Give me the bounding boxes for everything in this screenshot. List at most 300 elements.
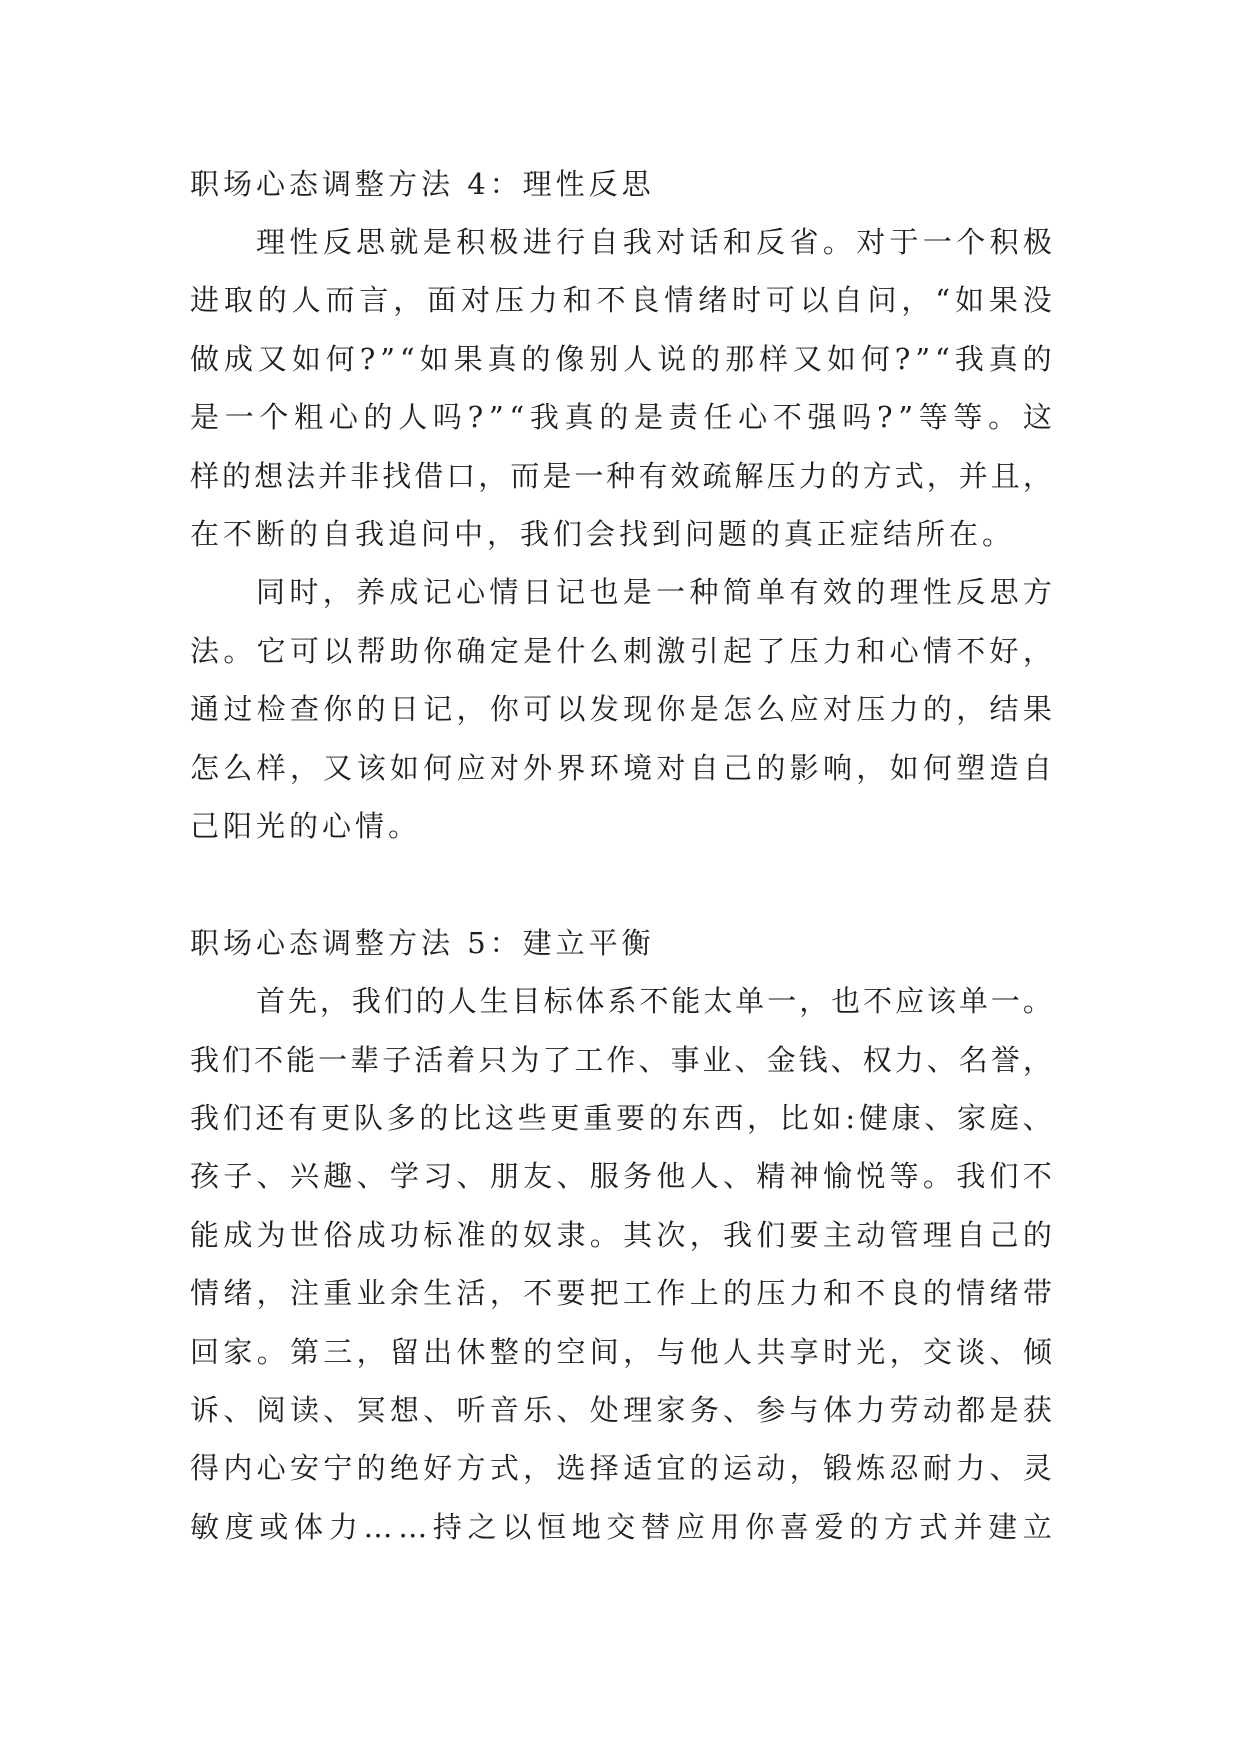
glyph: 和: [722, 225, 752, 260]
glyph: 。: [223, 633, 253, 668]
glyph: 地: [571, 1509, 601, 1544]
glyph: 愉: [822, 1159, 852, 1194]
glyph: 种: [689, 575, 719, 610]
glyph: ，: [926, 458, 956, 493]
glyph: 誉: [990, 1042, 1020, 1077]
glyph: 吗: [432, 400, 462, 435]
glyph: “: [935, 341, 950, 376]
glyph: 习: [423, 1159, 453, 1194]
glyph: 康: [891, 1100, 921, 1135]
glyph: 对: [656, 225, 686, 260]
glyph: 先: [287, 984, 317, 1019]
glyph: 他: [656, 1159, 686, 1194]
glyph: 式: [894, 458, 924, 493]
glyph: 人: [623, 341, 653, 376]
glyph: 应: [675, 1509, 705, 1544]
glyph: 立: [1022, 1509, 1052, 1544]
glyph: 己: [723, 750, 753, 785]
glyph: 的: [523, 1334, 553, 1369]
glyph: ，: [956, 692, 986, 727]
glyph: 和: [856, 633, 886, 668]
glyph: 的: [922, 692, 952, 727]
glyph: 的: [356, 692, 386, 727]
glyph: 人: [723, 1334, 753, 1369]
glyph: 自: [833, 283, 863, 318]
glyph: 真: [564, 400, 594, 435]
glyph: 养: [356, 575, 386, 610]
paragraph-line: [190, 447, 1052, 505]
glyph: 简: [722, 575, 752, 610]
glyph: 选: [556, 1451, 586, 1486]
glyph: 力: [856, 1392, 886, 1427]
glyph: 度: [224, 1509, 254, 1544]
glyph: 定: [489, 633, 519, 668]
glyph: 查: [289, 692, 319, 727]
glyph: 是: [634, 400, 664, 435]
glyph: 极: [1022, 225, 1052, 260]
glyph: 理: [922, 1217, 952, 1252]
glyph: 。: [822, 225, 852, 260]
glyph: 以: [799, 283, 829, 318]
glyph: 的: [689, 1451, 719, 1486]
glyph: 耐: [922, 1451, 952, 1486]
paragraph-line: [190, 1206, 1052, 1264]
glyph: 奴: [523, 1217, 553, 1252]
glyph: 理: [623, 1392, 653, 1427]
glyph: 。: [988, 400, 1018, 435]
document-page: [190, 155, 1052, 1556]
glyph: 重: [323, 1276, 353, 1311]
glyph: 、: [356, 1159, 386, 1194]
glyph: 带: [1022, 1276, 1052, 1311]
glyph: 不: [856, 1276, 886, 1311]
glyph: 通: [190, 692, 220, 727]
glyph: 省: [789, 225, 819, 260]
glyph: 择: [589, 1451, 619, 1486]
glyph: 。: [1022, 984, 1052, 1019]
glyph: 整: [489, 1334, 519, 1369]
glyph: 检: [256, 692, 286, 727]
glyph: 比: [779, 1100, 809, 1135]
glyph: 自: [1022, 750, 1052, 785]
glyph: 力: [798, 458, 828, 493]
glyph: 发: [589, 692, 619, 727]
glyph: 也: [589, 575, 619, 610]
glyph: 听: [456, 1392, 486, 1427]
glyph: 情: [922, 633, 952, 668]
glyph: 家: [223, 1334, 253, 1369]
glyph: 也: [831, 984, 861, 1019]
glyph: 的: [356, 1451, 386, 1486]
glyph: 我: [956, 1159, 986, 1194]
glyph: 应: [456, 750, 486, 785]
glyph: 果: [988, 283, 1018, 318]
glyph: 又: [257, 341, 287, 376]
glyph: 准: [456, 1217, 486, 1252]
glyph: 如: [889, 750, 919, 785]
glyph: 享: [789, 1334, 819, 1369]
glyph: 怎: [190, 750, 220, 785]
glyph: 方: [884, 1509, 914, 1544]
glyph: 辈: [350, 1042, 380, 1077]
glyph: 你: [423, 633, 453, 668]
glyph: 太: [703, 984, 733, 1019]
glyph: 的: [723, 1276, 753, 1311]
glyph: 理: [889, 575, 919, 610]
glyph: 如: [826, 341, 856, 376]
glyph: 忍: [889, 1451, 919, 1486]
glyph: 权: [862, 1042, 892, 1077]
paragraph-line: [190, 330, 1052, 388]
glyph: 交: [922, 1334, 952, 1369]
glyph: 西: [714, 1100, 744, 1135]
glyph: 钱: [798, 1042, 828, 1077]
glyph: 压: [494, 283, 524, 318]
glyph: 、: [734, 1042, 764, 1077]
glyph: 庭: [989, 1100, 1019, 1135]
glyph: 并: [958, 458, 988, 493]
glyph: 帮: [356, 633, 386, 668]
glyph: 俗: [323, 1217, 353, 1252]
glyph: 积: [456, 225, 486, 260]
glyph: 反: [956, 575, 986, 610]
glyph: 系: [607, 984, 637, 1019]
paragraph-line: [190, 272, 1052, 330]
glyph: 的: [222, 458, 252, 493]
glyph: 一: [990, 984, 1020, 1019]
glyph: 反: [756, 225, 786, 260]
glyph: 力: [956, 1451, 986, 1486]
glyph: 、: [1022, 1100, 1052, 1135]
glyph: 工: [623, 1276, 653, 1311]
glyph: 阅: [256, 1392, 286, 1427]
glyph: 效: [822, 575, 852, 610]
glyph: 单: [735, 984, 765, 1019]
glyph: 更: [550, 1100, 580, 1135]
glyph: 进: [190, 283, 220, 318]
glyph: 记: [422, 575, 452, 610]
glyph: 对: [656, 750, 686, 785]
glyph: 的: [415, 984, 445, 1019]
paragraph: [190, 564, 1052, 856]
glyph: 处: [589, 1392, 619, 1427]
glyph: 不: [254, 1042, 284, 1077]
glyph: 而: [510, 458, 540, 493]
glyph: 口: [446, 458, 476, 493]
glyph: 方: [862, 458, 892, 493]
glyph: 要: [615, 1100, 645, 1135]
glyph: 面: [427, 283, 457, 318]
glyph: 生: [423, 1276, 453, 1311]
glyph: 趣: [323, 1159, 353, 1194]
glyph: 的: [756, 750, 786, 785]
glyph: 种: [606, 458, 636, 493]
glyph: 压: [856, 692, 886, 727]
glyph: 留: [389, 1334, 419, 1369]
glyph: 用: [710, 1509, 740, 1544]
glyph: 内: [223, 1451, 253, 1486]
glyph: 间: [589, 1334, 619, 1369]
glyph: :: [845, 1100, 856, 1135]
glyph: 音: [489, 1392, 519, 1427]
glyph: 话: [689, 225, 719, 260]
glyph: 如: [419, 341, 449, 376]
glyph: 还: [255, 1100, 285, 1135]
paragraph-line: [190, 972, 1052, 1030]
glyph: 业: [702, 1042, 732, 1077]
glyph: “: [509, 400, 525, 435]
glyph: 注: [289, 1276, 319, 1311]
glyph: 塑: [956, 750, 986, 785]
glyph: 那: [725, 341, 755, 376]
glyph: 你: [489, 692, 519, 727]
glyph: 宁: [323, 1451, 353, 1486]
glyph: 日: [522, 575, 552, 610]
glyph: 世: [289, 1217, 319, 1252]
glyph: 真: [988, 341, 1018, 376]
glyph: 我: [723, 1217, 753, 1252]
glyph: 积: [989, 225, 1019, 260]
glyph: ”: [488, 400, 504, 435]
glyph: 兴: [289, 1159, 319, 1194]
glyph: 能: [190, 1217, 220, 1252]
glyph: 不: [639, 984, 669, 1019]
glyph: 好: [423, 1451, 453, 1486]
glyph: 主: [822, 1217, 852, 1252]
glyph: 己: [989, 1217, 1019, 1252]
glyph: 一: [318, 1042, 348, 1077]
glyph: 样: [190, 458, 220, 493]
glyph: 与: [656, 1334, 686, 1369]
glyph: 如: [291, 341, 321, 376]
glyph: 并: [318, 458, 348, 493]
glyph: 力: [789, 1276, 819, 1311]
glyph: 对: [822, 692, 852, 727]
glyph: 共: [756, 1334, 786, 1369]
glyph: 精: [756, 1159, 786, 1194]
glyph: 孩: [190, 1159, 220, 1194]
glyph: ，: [319, 984, 349, 1019]
glyph: 而: [325, 283, 355, 318]
glyph: 事: [670, 1042, 700, 1077]
glyph: ”: [898, 400, 914, 435]
glyph: 过: [223, 692, 253, 727]
glyph: 人: [398, 400, 428, 435]
glyph: 、: [723, 1159, 753, 1194]
glyph: 确: [456, 633, 486, 668]
glyph: 上: [689, 1276, 719, 1311]
glyph: 么: [223, 750, 253, 785]
glyph: 参: [756, 1392, 786, 1427]
glyph: 服: [589, 1159, 619, 1194]
glyph: 子: [382, 1042, 412, 1077]
glyph: 的: [922, 1276, 952, 1311]
glyph: 方: [456, 1451, 486, 1486]
glyph: 任: [703, 400, 733, 435]
glyph: 的: [489, 1217, 519, 1252]
glyph: 单: [756, 575, 786, 610]
glyph: 、: [723, 1392, 753, 1427]
glyph: 造: [989, 750, 1019, 785]
glyph: 获: [1022, 1392, 1052, 1427]
glyph: 良: [630, 283, 660, 318]
glyph: 式: [918, 1509, 948, 1544]
glyph: 法: [286, 458, 316, 493]
glyph: 式: [489, 1451, 519, 1486]
glyph: 思: [356, 225, 386, 260]
glyph: 锻: [822, 1451, 852, 1486]
paragraph: [190, 972, 1052, 1556]
glyph: 等: [889, 1159, 919, 1194]
glyph: ，: [322, 575, 352, 610]
glyph: 、: [989, 1451, 1019, 1486]
glyph: 灵: [1022, 1451, 1052, 1486]
glyph: 说: [657, 341, 687, 376]
glyph: 疏: [702, 458, 732, 493]
glyph: 谈: [956, 1334, 986, 1369]
glyph: 压: [756, 1276, 786, 1311]
glyph: 家: [957, 1100, 987, 1135]
paragraph-line: [190, 564, 1052, 622]
glyph: 你: [656, 692, 686, 727]
glyph: 了: [756, 633, 786, 668]
paragraph-line: 在不断的自我追问中，我们会找到问题的真正症结所在。: [190, 517, 1016, 552]
glyph: 管: [889, 1217, 919, 1252]
glyph: 体: [294, 1509, 324, 1544]
glyph: 些: [517, 1100, 547, 1135]
glyph: 它: [256, 633, 286, 668]
glyph: 言: [359, 283, 389, 318]
glyph: 外: [523, 750, 553, 785]
glyph: 可: [523, 692, 553, 727]
glyph: 心: [738, 400, 768, 435]
glyph: 我: [954, 341, 984, 376]
section-heading: 职场心态调整方法 4：理性反思: [190, 167, 655, 201]
glyph: 个: [956, 225, 986, 260]
glyph: 爱: [814, 1509, 844, 1544]
glyph: ，: [356, 1334, 386, 1369]
glyph: 又: [792, 341, 822, 376]
glyph: 的: [257, 283, 287, 318]
glyph: 果: [453, 341, 483, 376]
glyph: 激: [656, 633, 686, 668]
glyph: 应: [789, 692, 819, 727]
glyph: 么: [756, 692, 786, 727]
glyph: 没: [1022, 283, 1052, 318]
glyph: ，: [901, 283, 931, 318]
glyph: 们: [222, 1042, 252, 1077]
glyph: 持: [432, 1509, 462, 1544]
glyph: 是: [622, 575, 652, 610]
glyph: 心: [889, 633, 919, 668]
glyph: 效: [670, 458, 700, 493]
glyph: ，: [789, 1451, 819, 1486]
glyph: ”: [915, 341, 931, 376]
glyph: 思: [989, 575, 1019, 610]
glyph: ，: [1022, 633, 1052, 668]
glyph: 、: [556, 1159, 586, 1194]
glyph: 人: [291, 283, 321, 318]
glyph: 的: [856, 575, 886, 610]
glyph: 压: [766, 458, 796, 493]
glyph: 力: [328, 1509, 358, 1544]
paragraph-line: [190, 1440, 1052, 1498]
glyph: 的: [648, 1100, 678, 1135]
glyph: ，: [456, 692, 486, 727]
glyph: 你: [323, 692, 353, 727]
glyph: 金: [766, 1042, 796, 1077]
paragraph-line: [190, 1031, 1052, 1089]
glyph: 多: [386, 1100, 416, 1135]
glyph: 这: [1022, 400, 1052, 435]
paragraph-line: [190, 213, 1052, 271]
glyph: 成: [223, 1217, 253, 1252]
glyph: 问: [867, 283, 897, 318]
glyph: 结: [989, 692, 1019, 727]
glyph: 做: [190, 341, 220, 376]
glyph: 不: [596, 283, 626, 318]
glyph: 了: [542, 1042, 572, 1077]
glyph: 宜: [656, 1451, 686, 1486]
glyph: 不: [523, 1276, 553, 1311]
glyph: ，: [1022, 458, 1052, 493]
glyph: 于: [889, 225, 919, 260]
glyph: ，: [689, 1217, 719, 1252]
glyph: 朋: [489, 1159, 519, 1194]
glyph: 何: [860, 341, 890, 376]
glyph: 如: [389, 750, 419, 785]
glyph: 想: [389, 1392, 419, 1427]
glyph: 比: [452, 1100, 482, 1135]
glyph: 力: [822, 633, 852, 668]
glyph: 别: [589, 341, 619, 376]
glyph: 一: [574, 458, 604, 493]
section-heading: 职场心态调整方法 5：建立平衡: [190, 926, 655, 961]
glyph: 自: [589, 225, 619, 260]
glyph: 读: [289, 1392, 319, 1427]
glyph: 情: [664, 283, 694, 318]
glyph: 么: [589, 633, 619, 668]
glyph: 悦: [856, 1159, 886, 1194]
glyph: 目: [511, 984, 541, 1019]
glyph: 绝: [389, 1451, 419, 1486]
glyph: 绪: [989, 1276, 1019, 1311]
glyph: 何: [423, 750, 453, 785]
glyph: 刺: [623, 633, 653, 668]
glyph: 空: [556, 1334, 586, 1369]
glyph: 想: [254, 458, 284, 493]
glyph: 重: [583, 1100, 613, 1135]
section-rational-reflection: [190, 155, 1052, 856]
glyph: ”: [380, 341, 395, 376]
glyph: 你: [745, 1509, 775, 1544]
glyph: 非: [350, 458, 380, 493]
glyph: ?: [894, 341, 911, 376]
glyph: 吗: [842, 400, 872, 435]
glyph: 生: [479, 984, 509, 1019]
glyph: 、: [456, 1159, 486, 1194]
glyph: 、: [556, 1392, 586, 1427]
glyph: 、: [989, 1334, 1019, 1369]
glyph: 等: [918, 400, 948, 435]
glyph: 何: [325, 341, 355, 376]
glyph: 是: [422, 225, 452, 260]
glyph: 进: [522, 225, 552, 260]
glyph: 的: [849, 1509, 879, 1544]
glyph: 更: [321, 1100, 351, 1135]
glyph: 对: [461, 283, 491, 318]
glyph: 可: [289, 633, 319, 668]
